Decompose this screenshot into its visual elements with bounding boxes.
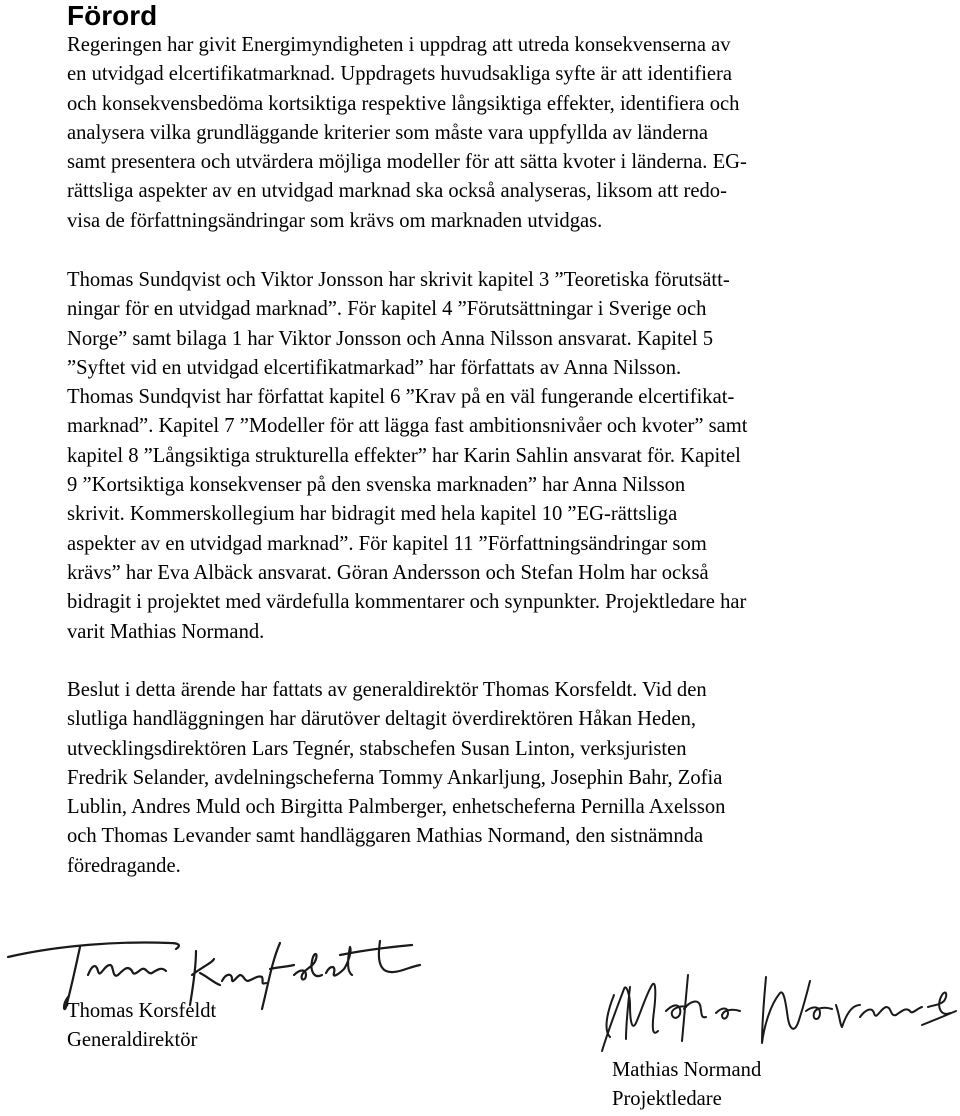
text-line: Thomas Sundqvist har författat kapitel 6 ”Krav på en väl fungerande elcertifikat- (67, 386, 735, 409)
text-line: föredragande. (67, 854, 181, 877)
text-line: analysera vilka grundläggande kriterier som måste vara uppfyllda av länderna (67, 121, 709, 144)
page-title: Förord (67, 0, 158, 31)
text-line: Beslut i detta ärende har fattats av generaldirektör Thomas Korsfeldt. Vid den (67, 679, 707, 701)
text-line: aspekter av en utvidgad marknad”. För kapitel 11 ”Författningsändringar som (67, 532, 707, 555)
text-line: rättsliga aspekter av en utvidgad marknad ska också analyseras, liksom att redo- (67, 180, 727, 203)
text-line: och Thomas Levander samt handläggaren Mathias Normand, den sistnämnda (67, 825, 704, 848)
text-line: Fredrik Selander, avdelningscheferna Tommy Ankarljung, Josephin Bahr, Zofia (67, 766, 723, 789)
text-line: slutliga handläggningen har därutöver deltagit överdirektören Håkan Heden, (67, 708, 697, 731)
text-line: utvecklingsdirektören Lars Tegnér, stabschefen Susan Linton, verksjuristen (67, 737, 687, 760)
text-line: en utvidgad elcertifikatmarknad. Uppdragets huvudsakliga syfte är att identifiera (67, 63, 733, 86)
signatory-title: Projektledare (612, 1088, 722, 1111)
signature-normand-image (570, 965, 960, 1060)
text-line: Norge” samt bilaga 1 har Viktor Jonsson och Anna Nilsson ansvarat. Kapitel 5 (67, 327, 714, 350)
signature-block-korsfeldt (67, 997, 216, 1056)
paragraph-assignment (67, 31, 890, 236)
text-line: marknad”. Kapitel 7 ”Modeller för att lägga fast ambitionsnivåer och kvoter” samt (67, 415, 748, 438)
paragraph-authors (67, 266, 890, 647)
text-line: kapitel 8 ”Långsiktiga strukturella effekter” har Karin Sahlin ansvarat för. Kapitel (67, 444, 741, 467)
text-line: ”Syftet vid en utvidgad elcertifikatmarkad” har författats av Anna Nilsson. (67, 356, 682, 379)
paragraph-decision (67, 676, 890, 881)
text-line: varit Mathias Normand. (67, 620, 265, 643)
text-line: bidragit i projektet med värdefulla kommentarer och synpunkter. Projektledare har (67, 591, 747, 614)
text-line: ningar för en utvidgad marknad”. För kapitel 4 ”Förutsättningar i Sverige och (67, 298, 707, 321)
text-line: krävs” har Eva Albäck ansvarat. Göran Andersson och Stefan Holm har också (67, 561, 709, 584)
signature-block-normand (612, 1056, 761, 1115)
text-line: 9 ”Kortsiktiga konsekvenser på den svenska marknaden” har Anna Nilsson (67, 474, 686, 497)
text-line: och konsekvensbedöma kortsiktiga respektive långsiktiga effekter, identifiera och (67, 92, 740, 115)
text-line: Thomas Sundqvist och Viktor Jonsson har skrivit kapitel 3 ”Teoretiska förutsätt- (67, 269, 730, 291)
text-line: skrivit. Kommerskollegium har bidragit med hela kapitel 10 ”EG-rättsliga (67, 503, 678, 526)
text-line: samt presentera och utvärdera möjliga modeller för att sätta kvoter i länderna. EG- (67, 151, 747, 174)
signatory-name: Mathias Normand (612, 1059, 762, 1081)
signature-korsfeldt-image (0, 935, 440, 1015)
text-line: visa de författningsändringar som krävs om marknaden utvidgas. (67, 209, 603, 232)
text-line: Lublin, Andres Muld och Birgitta Palmberger, enhetscheferna Pernilla Axelsson (67, 796, 726, 819)
text-line: Regeringen har givit Energimyndigheten i uppdrag att utreda konsekvenserna av (67, 34, 731, 56)
signatory-name: Thomas Korsfeldt (67, 1000, 217, 1022)
signatory-title: Generaldirektör (67, 1029, 198, 1052)
